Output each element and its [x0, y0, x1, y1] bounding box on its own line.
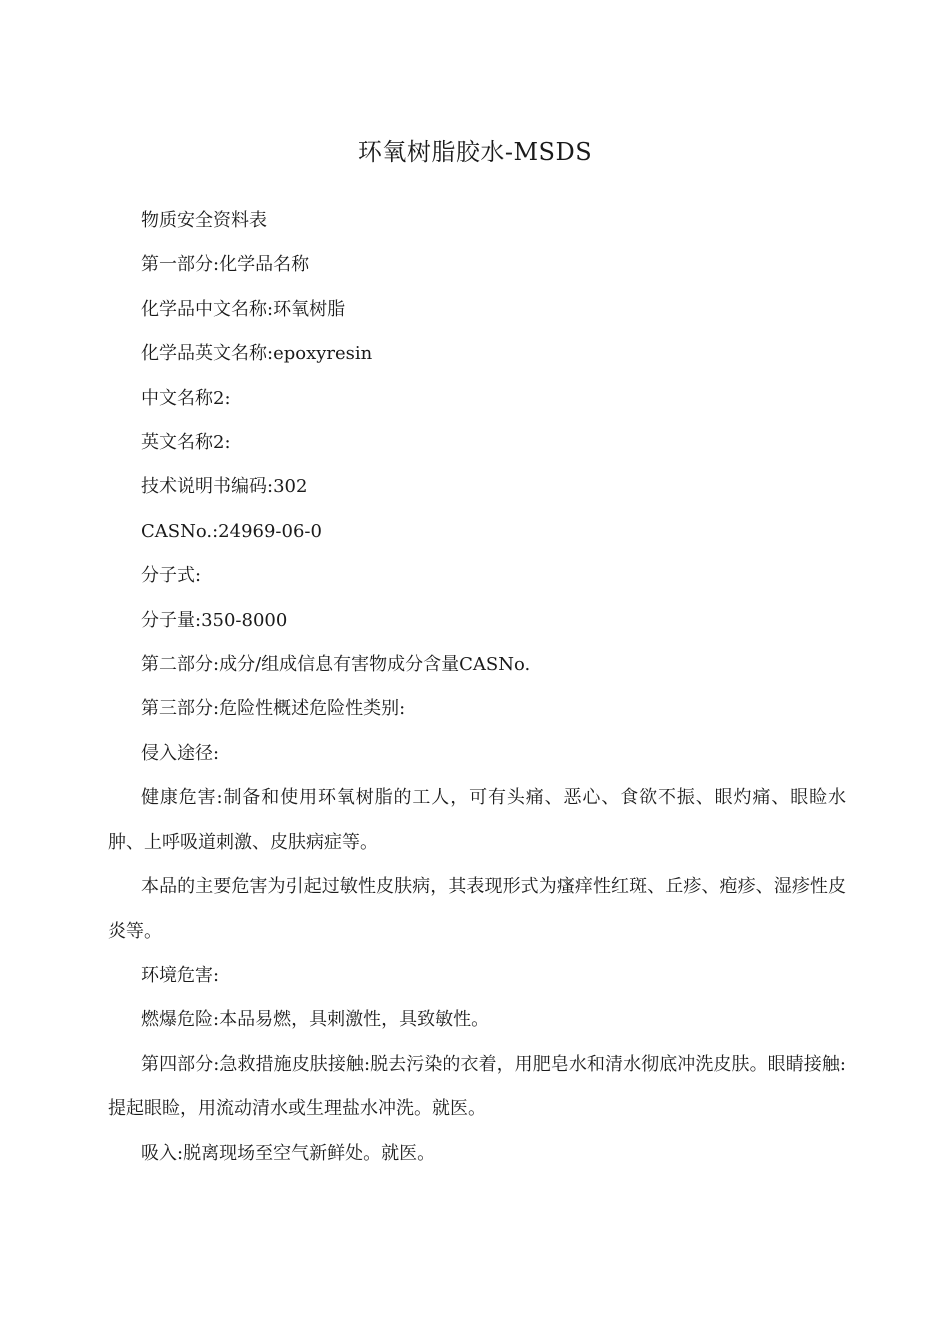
paragraph: 第三部分:危险性概述危险性类别:: [141, 698, 406, 720]
paragraph: 环境危害:: [141, 964, 220, 986]
paragraph: 技术说明书编码:302: [141, 476, 308, 498]
paragraph: 第一部分:化学品名称: [141, 254, 310, 276]
paragraph: 分子式:: [141, 565, 202, 587]
paragraph: 化学品中文名称:环氧树脂: [141, 298, 346, 320]
paragraph: 吸入:脱离现场至空气新鲜处。就医。: [141, 1142, 436, 1164]
paragraph: 中文名称2:: [141, 387, 231, 409]
paragraph: 侵入途径:: [141, 742, 220, 764]
paragraph: 第二部分:成分/组成信息有害物成分含量CASNo.: [141, 654, 531, 676]
paragraph: 化学品英文名称:epoxyresin: [141, 343, 373, 365]
paragraph: CASNo.:24969-06-0: [141, 520, 322, 542]
paragraph: 健康危害:制备和使用环氧树脂的工人，可有头痛、恶心、食欲不振、眼灼痛、眼睑水肿、上呼吸道刺激、皮肤病症等。: [108, 787, 846, 853]
paragraph: 分子量:350-8000: [141, 609, 288, 631]
paragraph: 英文名称2:: [141, 432, 231, 454]
paragraph: 物质安全资料表: [141, 210, 267, 231]
document-body: [108, 199, 846, 1176]
document-title: 环氧树脂胶水-MSDS: [357, 138, 593, 166]
paragraph: 燃爆危险:本品易燃，具刺激性，具致敏性。: [141, 1009, 490, 1031]
paragraph: 本品的主要危害为引起过敏性皮肤病，其表现形式为瘙痒性红斑、丘疹、疱疹、湿疹性皮炎等。: [108, 876, 846, 942]
paragraph: 第四部分:急救措施皮肤接触:脱去污染的衣着，用肥皂水和清水彻底冲洗皮肤。眼睛接触:提起眼睑，用流动清水或生理盐水冲洗。就医。: [108, 1053, 846, 1120]
